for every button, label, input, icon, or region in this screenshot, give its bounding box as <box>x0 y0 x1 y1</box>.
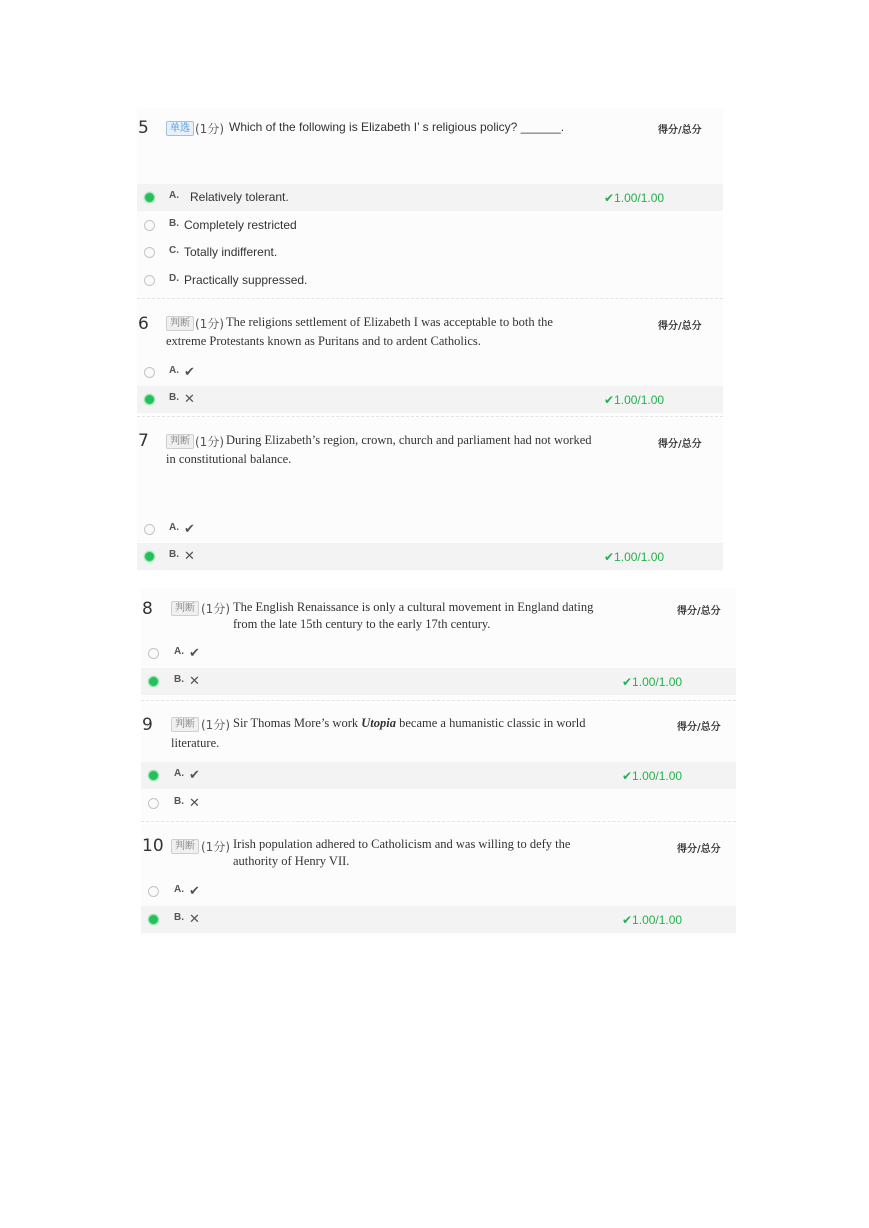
option-letter: B. <box>169 392 179 403</box>
question-divider <box>137 416 723 417</box>
question-type-badge: 判断 <box>166 434 194 449</box>
radio-button[interactable] <box>148 798 159 809</box>
option-result-score: ✔1.00/1.00 <box>622 675 683 689</box>
question-points: (1分) <box>195 122 224 136</box>
question-points: (1分) <box>195 317 224 331</box>
score-label: 得分/总分 <box>677 844 721 855</box>
option-text: Completely restricted <box>184 218 297 232</box>
option-text: Relatively tolerant. <box>190 190 289 204</box>
question-text-line1 <box>233 714 586 733</box>
radio-button-selected[interactable] <box>144 192 155 203</box>
option-letter: A. <box>174 646 184 657</box>
question-text-line2: from the late 15th century to the early 17th century. <box>233 617 491 631</box>
option-a[interactable] <box>141 640 736 667</box>
question-text-pre: Sir Thomas More’s work <box>233 716 362 730</box>
cross-icon: ✕ <box>189 795 200 810</box>
option-a[interactable] <box>137 516 723 543</box>
cross-icon: ✕ <box>189 673 200 688</box>
option-letter: D. <box>169 273 179 284</box>
option-c[interactable] <box>137 239 723 266</box>
option-letter: B. <box>174 796 184 807</box>
question-number: 8 <box>142 599 153 619</box>
option-b[interactable] <box>137 212 723 239</box>
radio-button[interactable] <box>144 247 155 258</box>
option-result-score: ✔1.00/1.00 <box>622 769 683 783</box>
option-letter: A. <box>174 884 184 895</box>
radio-button-selected[interactable] <box>144 394 155 405</box>
question-8 <box>141 588 736 698</box>
question-text-line1: The religions settlement of Elizabeth I was acceptable to both the <box>226 315 553 329</box>
check-icon: ✔ <box>184 364 195 379</box>
score-label: 得分/总分 <box>677 722 721 733</box>
radio-button-selected[interactable] <box>148 676 159 687</box>
radio-button[interactable] <box>144 220 155 231</box>
option-result-score: ✔1.00/1.00 <box>604 393 665 407</box>
book-title: Utopia <box>361 716 396 730</box>
option-letter: A. <box>169 522 179 533</box>
question-10 <box>141 824 736 935</box>
option-letter: B. <box>174 912 184 923</box>
question-points: (1分) <box>201 840 230 854</box>
question-number: 7 <box>138 431 149 451</box>
question-text-line2: literature. <box>171 736 220 750</box>
score-label: 得分/总分 <box>677 606 721 617</box>
radio-button-selected[interactable] <box>148 914 159 925</box>
score-label: 得分/总分 <box>658 321 702 332</box>
option-a[interactable] <box>137 184 723 211</box>
score-label: 得分/总分 <box>658 125 702 136</box>
option-b[interactable] <box>141 668 736 695</box>
question-points: (1分) <box>201 718 230 732</box>
question-6 <box>137 300 723 415</box>
question-text-line2: authority of Henry VII. <box>233 854 350 868</box>
question-7 <box>137 418 723 571</box>
option-letter: B. <box>174 674 184 685</box>
question-number: 6 <box>138 314 149 334</box>
cross-icon: ✕ <box>189 911 200 926</box>
question-text-line2: in constitutional balance. <box>166 452 292 466</box>
check-icon: ✔ <box>184 521 195 536</box>
option-b[interactable] <box>137 543 723 570</box>
score-label: 得分/总分 <box>658 439 702 450</box>
question-divider <box>141 700 736 701</box>
option-b[interactable] <box>137 386 723 413</box>
option-letter: B. <box>169 549 179 560</box>
check-icon: ✔ <box>189 767 200 782</box>
radio-button[interactable] <box>148 648 159 659</box>
radio-button[interactable] <box>144 524 155 535</box>
question-type-badge: 单选 <box>166 121 194 136</box>
question-9 <box>141 703 736 819</box>
option-letter: A. <box>169 365 179 376</box>
option-letter: A. <box>169 190 179 201</box>
question-text: Which of the following is Elizabeth I’ s religious policy? ______. <box>229 120 565 134</box>
option-letter: B. <box>169 218 179 229</box>
question-text-line1: During Elizabeth’s region, crown, church and parliament had not worked <box>226 433 592 447</box>
question-type-badge: 判断 <box>171 601 199 616</box>
check-icon: ✔ <box>189 645 200 660</box>
radio-button-selected[interactable] <box>144 551 155 562</box>
option-d[interactable] <box>137 267 723 294</box>
radio-button[interactable] <box>148 886 159 897</box>
option-text: Totally indifferent. <box>184 245 278 259</box>
question-divider <box>141 821 736 822</box>
radio-button[interactable] <box>144 275 155 286</box>
option-letter: C. <box>169 245 179 256</box>
question-number: 5 <box>138 118 149 138</box>
cross-icon: ✕ <box>184 548 195 563</box>
question-text-line2: extreme Protestants known as Puritans and to ardent Catholics. <box>166 334 481 348</box>
question-5 <box>137 108 723 298</box>
radio-button[interactable] <box>144 367 155 378</box>
option-a[interactable] <box>137 359 723 386</box>
question-type-badge: 判断 <box>166 316 194 331</box>
question-text-post: became a humanistic classic in world <box>395 716 586 730</box>
option-result-score: ✔1.00/1.00 <box>604 550 665 564</box>
option-result-score: ✔1.00/1.00 <box>622 913 683 927</box>
option-result-score: ✔1.00/1.00 <box>604 191 665 205</box>
question-divider <box>137 298 723 299</box>
question-type-badge: 判断 <box>171 839 199 854</box>
radio-button-selected[interactable] <box>148 770 159 781</box>
option-b[interactable] <box>141 906 736 933</box>
question-number: 9 <box>142 715 153 735</box>
cross-icon: ✕ <box>184 391 195 406</box>
option-a[interactable] <box>141 762 736 789</box>
question-type-badge: 判断 <box>171 717 199 732</box>
question-text-line1: The English Renaissance is only a cultural movement in England dating <box>233 600 594 614</box>
check-icon: ✔ <box>189 883 200 898</box>
question-text-line1: Irish population adhered to Catholicism and was willing to defy the <box>233 837 571 851</box>
question-points: (1分) <box>195 435 224 449</box>
option-b[interactable] <box>141 790 736 817</box>
question-number: 10 <box>142 836 164 856</box>
option-text: Practically suppressed. <box>184 273 308 287</box>
question-points: (1分) <box>201 602 230 616</box>
option-letter: A. <box>174 768 184 779</box>
option-a[interactable] <box>141 878 736 905</box>
